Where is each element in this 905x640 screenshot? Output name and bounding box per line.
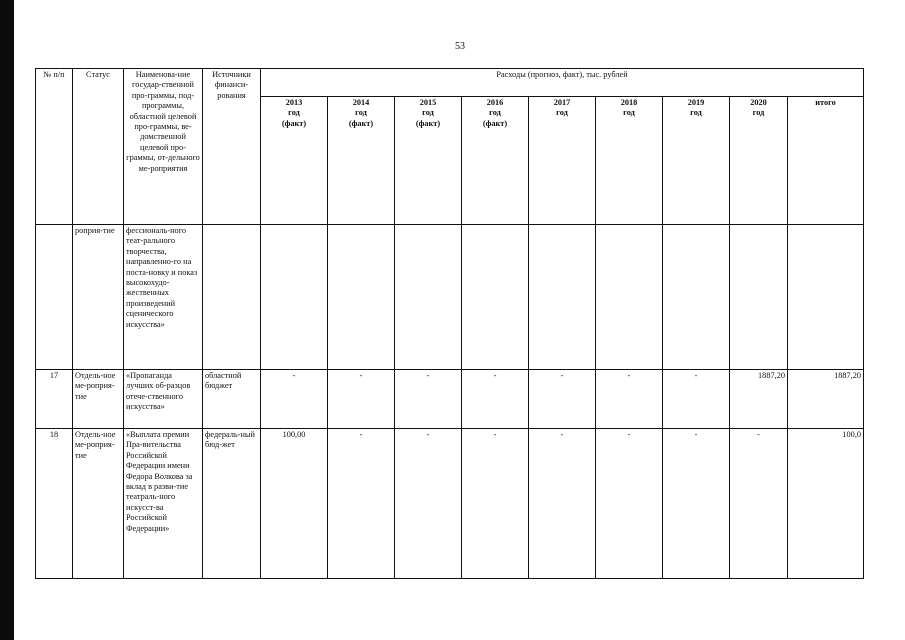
cell-source: федераль-ный бюд-жет xyxy=(203,429,261,579)
header-year: 2019 год xyxy=(663,97,730,225)
cell-value: - xyxy=(596,370,663,429)
cell-status: роприя-тие xyxy=(73,225,124,370)
page-number: 53 xyxy=(455,41,465,52)
table-row xyxy=(36,370,864,429)
cell-value: - xyxy=(529,370,596,429)
cell-value: - xyxy=(462,370,529,429)
cell-value xyxy=(261,225,328,370)
header-status: Статус xyxy=(73,69,124,225)
header-total: итого xyxy=(788,97,864,225)
table-row xyxy=(36,225,864,370)
scan-edge-bar xyxy=(0,0,14,640)
header-year: 2013 год (факт) xyxy=(261,97,328,225)
cell-total xyxy=(788,225,864,370)
cell-value xyxy=(328,225,395,370)
cell-total: 100,0 xyxy=(788,429,864,579)
cell-name: «Пропаганда лучших об-разцов отече-ственного искусства» xyxy=(124,370,203,429)
header-year: 2020 год xyxy=(730,97,788,225)
cell-value xyxy=(529,225,596,370)
cell-value xyxy=(730,225,788,370)
header-year: 2014 год (факт) xyxy=(328,97,395,225)
cell-num: 17 xyxy=(36,370,73,429)
cell-value: - xyxy=(462,429,529,579)
cell-value: - xyxy=(328,429,395,579)
cell-num xyxy=(36,225,73,370)
cell-value: - xyxy=(596,429,663,579)
table-row xyxy=(36,429,864,579)
cell-status: Отдель-ное ме-роприя-тие xyxy=(73,370,124,429)
header-row-1 xyxy=(36,69,864,97)
cell-value: - xyxy=(663,429,730,579)
cell-value: - xyxy=(395,370,462,429)
cell-value: 1887,20 xyxy=(730,370,788,429)
cell-value xyxy=(596,225,663,370)
cell-value: 100,00 xyxy=(261,429,328,579)
header-year: 2015 год (факт) xyxy=(395,97,462,225)
expenses-table xyxy=(35,68,864,579)
cell-total: 1887,20 xyxy=(788,370,864,429)
cell-source: областной бюджет xyxy=(203,370,261,429)
cell-value: - xyxy=(395,429,462,579)
header-year: 2018 год xyxy=(596,97,663,225)
header-expenses: Расходы (прогноз, факт), тыс. рублей xyxy=(261,69,864,97)
cell-status: Отдель-ное ме-роприя-тие xyxy=(73,429,124,579)
cell-num: 18 xyxy=(36,429,73,579)
cell-value: - xyxy=(529,429,596,579)
cell-value: - xyxy=(261,370,328,429)
cell-name: фессиональ-ного теат-рального творчества, направленно-го на поста-новку и показ высокохудо-жественных произведений сценического искусства» xyxy=(124,225,203,370)
cell-value xyxy=(663,225,730,370)
header-sources: Источники финанси-рования xyxy=(203,69,261,225)
header-name: Наименова-ние государ-ственной про-граммы, под-программы, областной целевой про-граммы, ве-домственной целевой про-граммы, от-дельного ме-роприятия xyxy=(124,69,203,225)
cell-value xyxy=(395,225,462,370)
cell-name: «Выплата премии Пра-вительства Российской Федерации имени Федора Волкова за вклад в разви-тие театраль-ного искусст-ва Российской Федерации» xyxy=(124,429,203,579)
cell-value: - xyxy=(328,370,395,429)
cell-value: - xyxy=(730,429,788,579)
header-year: 2016 год (факт) xyxy=(462,97,529,225)
cell-value: - xyxy=(663,370,730,429)
cell-value xyxy=(462,225,529,370)
header-num: № п/п xyxy=(36,69,73,225)
cell-source xyxy=(203,225,261,370)
header-year: 2017 год xyxy=(529,97,596,225)
